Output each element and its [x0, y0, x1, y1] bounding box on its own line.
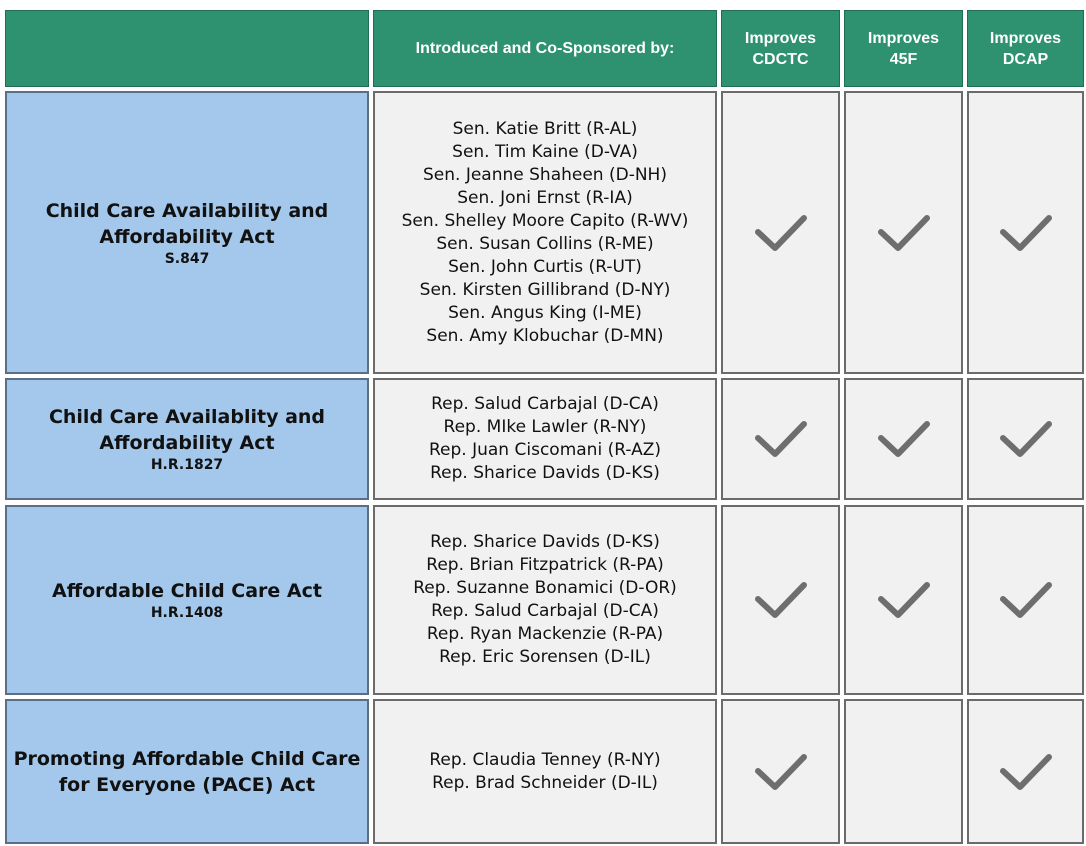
- header-cdctc-line1: Improves: [744, 29, 817, 47]
- sponsor-name: Sen. Amy Klobuchar (D-MN): [426, 325, 664, 346]
- checkmark-icon: [753, 751, 809, 793]
- checkmark-icon: [998, 579, 1054, 621]
- header-45f-line1: Improves: [867, 29, 940, 47]
- header-45f: [844, 10, 963, 87]
- improves-f45-cell: [844, 91, 963, 374]
- improves-dcap-cell: [967, 505, 1084, 695]
- bill-name: for Everyone (PACE) Act: [58, 773, 316, 796]
- improves-dcap-cell: [967, 699, 1084, 844]
- bill-number: S.847: [164, 250, 210, 267]
- improves-cdctc-cell: [721, 699, 840, 844]
- improves-dcap-cell: [967, 91, 1084, 374]
- improves-cdctc-cell: [721, 505, 840, 695]
- sponsor-name: Sen. Joni Ernst (R-IA): [457, 187, 633, 208]
- bill-cell: [5, 378, 369, 500]
- header-dcap: [967, 10, 1084, 87]
- sponsor-name: Rep. Eric Sorensen (D-IL): [439, 647, 651, 667]
- bill-name: Affordable Child Care Act: [52, 580, 322, 602]
- checkmark-icon: [998, 418, 1054, 460]
- checkmark-icon: [876, 418, 932, 460]
- header-sponsors-label: Introduced and Co-Sponsored by:: [415, 40, 675, 57]
- bill-number: H.R.1408: [150, 605, 224, 621]
- improves-cdctc-cell: [721, 378, 840, 500]
- header-cdctc-line2: CDCTC: [752, 50, 809, 68]
- checkmark-icon: [876, 579, 932, 621]
- sponsor-name: Sen. Shelley Moore Capito (R-WV): [401, 210, 689, 231]
- header-dcap-line1: Improves: [989, 29, 1062, 47]
- bill-name: Affordability Act: [99, 225, 275, 248]
- checkmark-icon: [876, 212, 932, 254]
- sponsor-name: Rep. Brad Schneider (D-IL): [432, 772, 658, 793]
- header-cdctc: [721, 10, 840, 87]
- sponsors-cell: [373, 378, 717, 500]
- sponsor-name: Rep. Sharice Davids (D-KS): [430, 463, 660, 483]
- sponsor-name: Rep. Suzanne Bonamici (D-OR): [413, 578, 677, 598]
- sponsor-name: Sen. John Curtis (R-UT): [448, 256, 642, 277]
- sponsor-name: Rep. Salud Carbajal (D-CA): [431, 601, 659, 621]
- improves-f45-cell: [844, 505, 963, 695]
- checkmark-icon: [753, 418, 809, 460]
- header-dcap-line2: DCAP: [1002, 50, 1049, 68]
- header-sponsors: [373, 10, 717, 87]
- checkmark-icon: [753, 579, 809, 621]
- sponsor-name: Rep. Sharice Davids (D-KS): [430, 532, 660, 552]
- sponsor-name: Rep. Juan Ciscomani (R-AZ): [429, 440, 661, 460]
- checkmark-icon: [998, 751, 1054, 793]
- header-45f-line2: 45F: [889, 50, 918, 68]
- bill-number: H.R.1827: [150, 457, 224, 473]
- improves-f45-cell: [844, 699, 963, 844]
- sponsor-name: Sen. Angus King (I-ME): [448, 302, 642, 323]
- sponsors-cell: [373, 699, 717, 844]
- improves-cdctc-cell: [721, 91, 840, 374]
- sponsor-name: Rep. Salud Carbajal (D-CA): [431, 394, 659, 414]
- bill-cell: [5, 91, 369, 374]
- sponsor-name: Rep. Claudia Tenney (R-NY): [429, 749, 661, 770]
- bill-name: Child Care Availablity and: [48, 406, 326, 428]
- checkmark-icon: [753, 212, 809, 254]
- header-blank-cell: [5, 10, 369, 87]
- sponsors-cell: [373, 91, 717, 374]
- improves-f45-cell: [844, 378, 963, 500]
- bill-name: Promoting Affordable Child Care: [13, 747, 361, 770]
- checkmark-icon: [998, 212, 1054, 254]
- bill-name: Affordability Act: [99, 432, 275, 454]
- bill-name: Child Care Availability and: [45, 199, 329, 222]
- sponsor-name: Sen. Susan Collins (R-ME): [436, 233, 654, 254]
- improves-dcap-cell: [967, 378, 1084, 500]
- sponsor-name: Rep. MIke Lawler (R-NY): [443, 417, 647, 437]
- sponsor-name: Sen. Kirsten Gillibrand (D-NY): [419, 279, 671, 300]
- sponsor-name: Rep. Ryan Mackenzie (R-PA): [426, 624, 664, 644]
- sponsor-name: Rep. Brian Fitzpatrick (R-PA): [426, 555, 664, 575]
- bill-cell: [5, 505, 369, 695]
- sponsor-name: Sen. Tim Kaine (D-VA): [452, 141, 638, 162]
- sponsor-name: Sen. Jeanne Shaheen (D-NH): [423, 164, 667, 185]
- bill-cell: [5, 699, 369, 844]
- sponsors-cell: [373, 505, 717, 695]
- sponsor-name: Sen. Katie Britt (R-AL): [452, 118, 638, 139]
